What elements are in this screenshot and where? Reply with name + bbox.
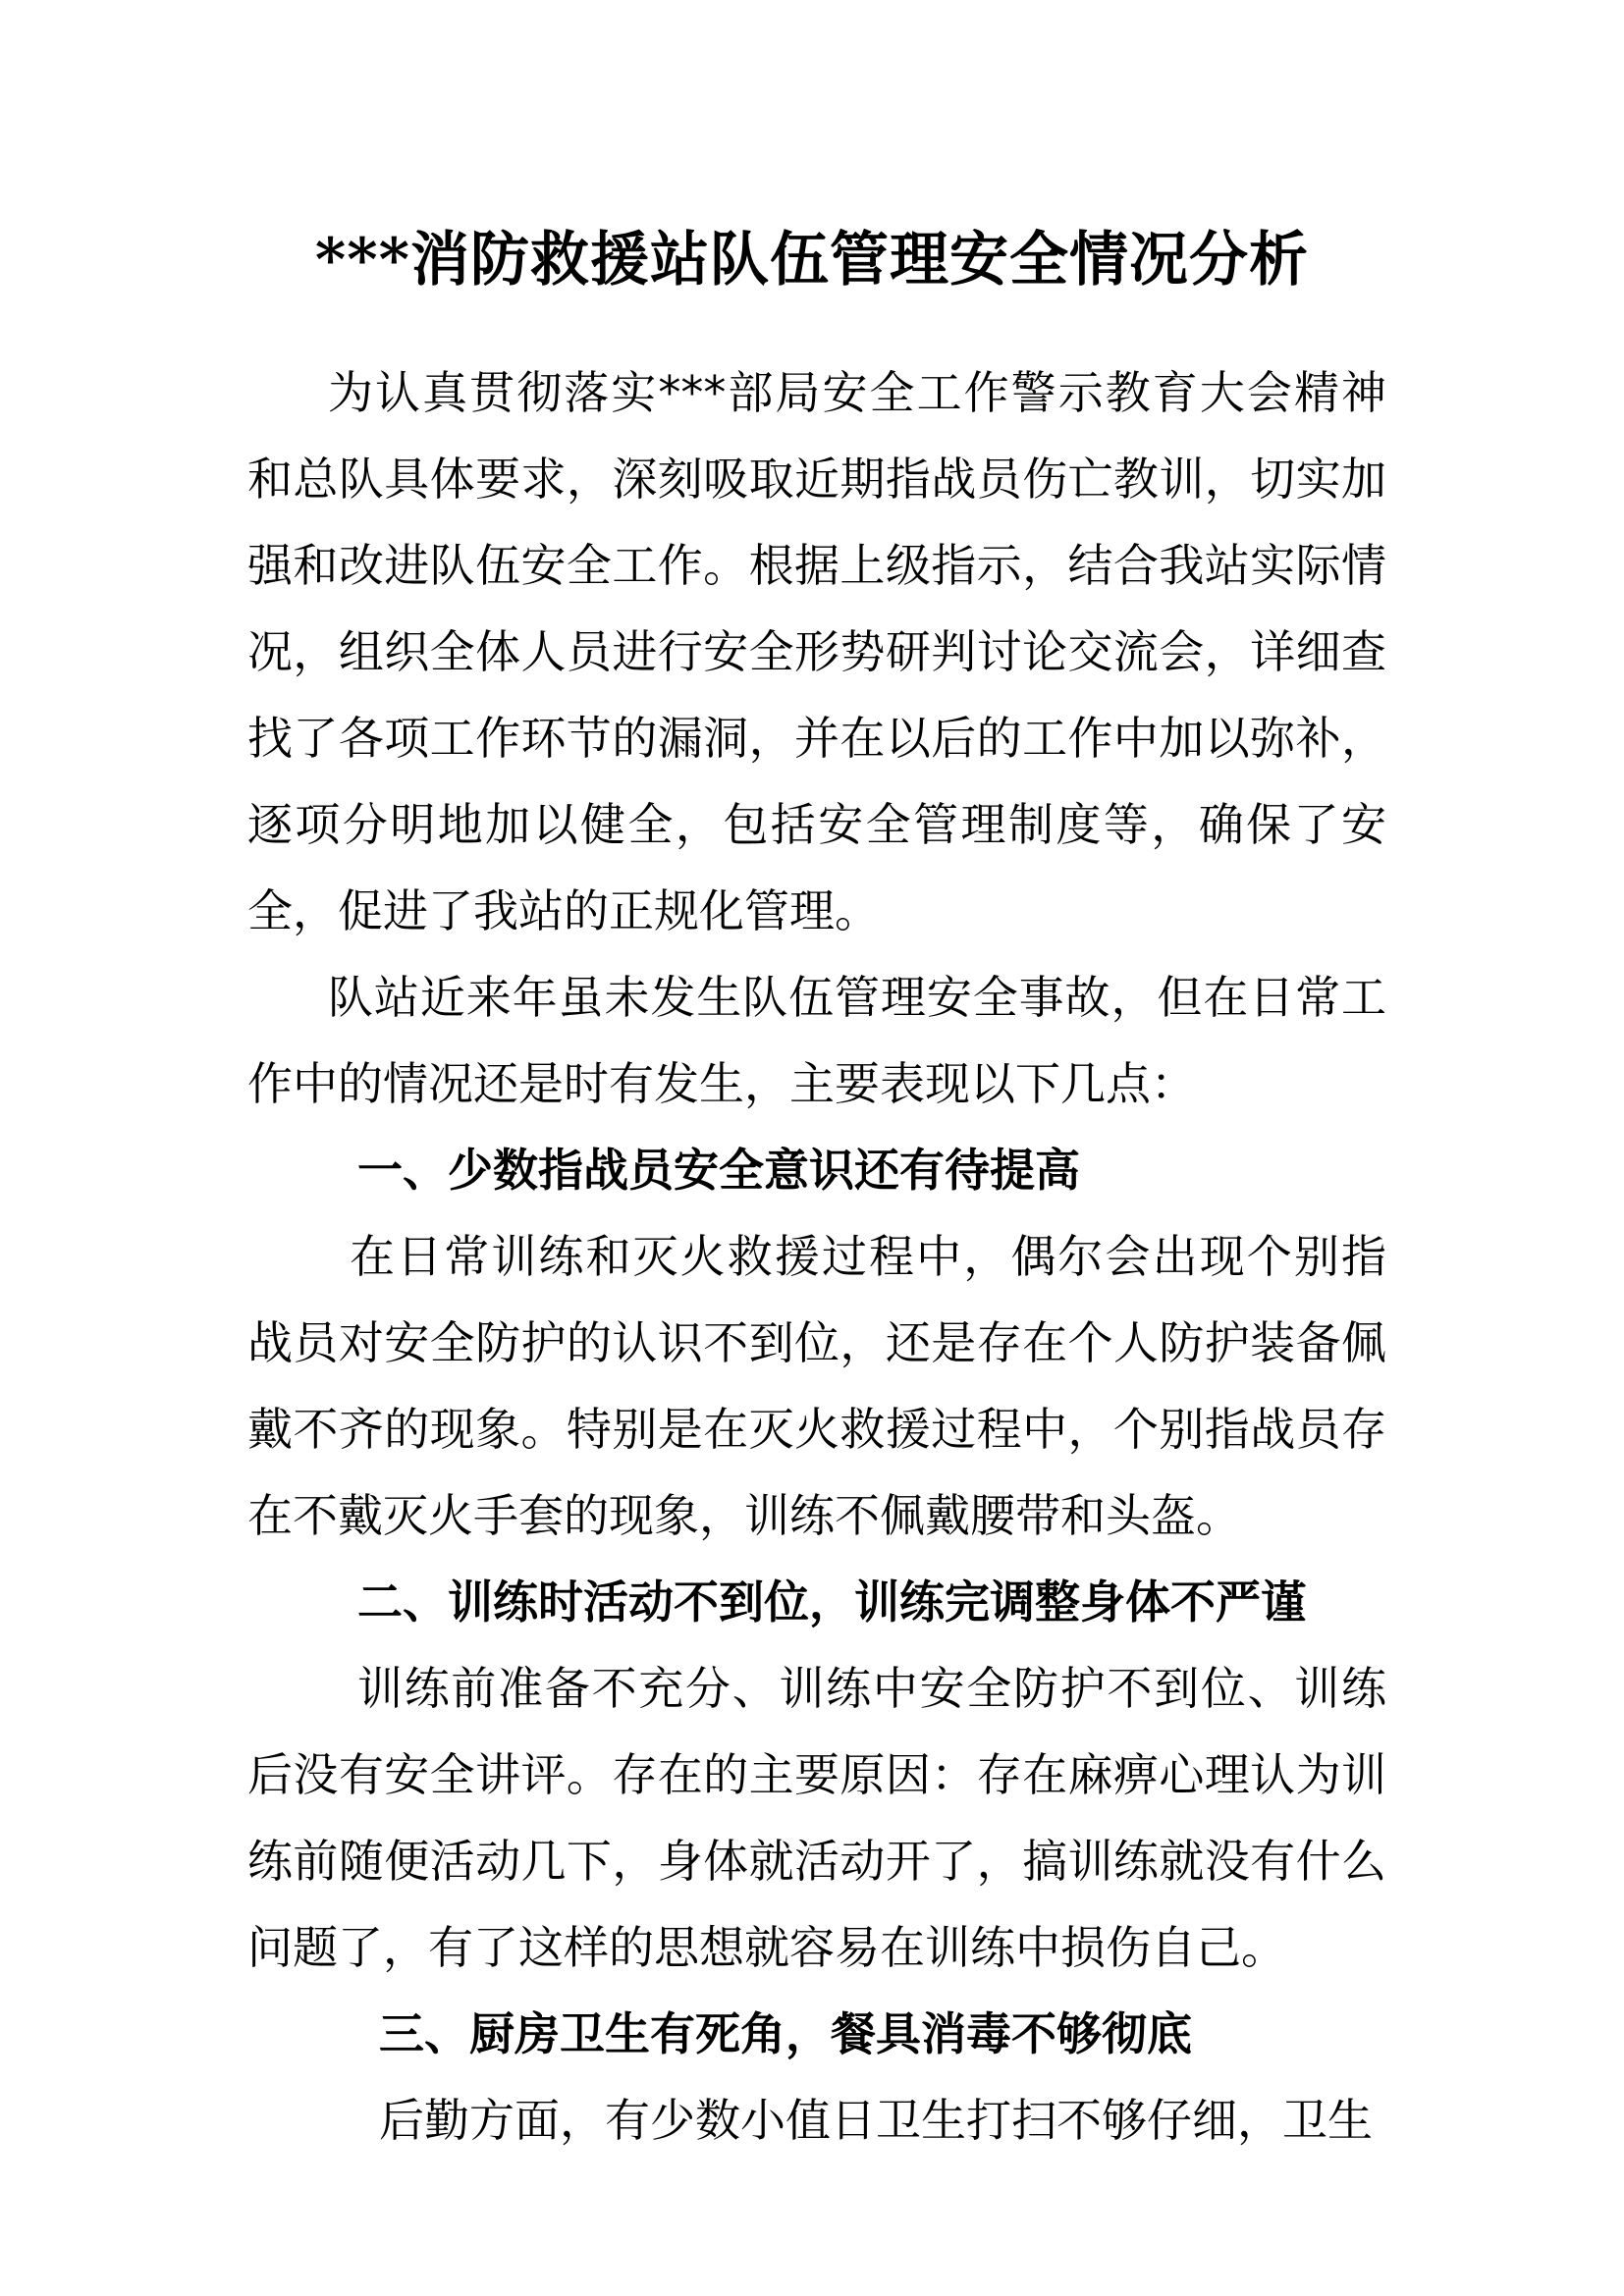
section-body-3: 后勤方面，有少数小值日卫生打扫不够仔细，卫生 — [379, 2094, 1373, 2147]
section-heading-3: 三、厨房卫生有死角，餐具消毒不够彻底 — [379, 2007, 1192, 2060]
section-heading-2: 二、训练时活动不到位，训练完调整身体不严谨 — [357, 1575, 1306, 1629]
section-body-2: 训练前准备不充分、训练中安全防护不到位、训练后没有安全讲评。存在的主要原因：存在麻痹心理认为训练前随便活动几下，身体就活动开了，搞训练就没有什么问题了，有了这样的思想就容易在训练中损伤自己。 — [247, 1662, 1386, 1974]
section-heading-1: 一、少数指战员安全意识还有待提高 — [357, 1144, 1080, 1197]
intro-paragraph: 为认真贯彻落实***部局安全工作警示教育大会精神和总队具体要求，深刻吸取近期指战员伤亡教训，切实加强和改进队伍安全工作。根据上级指示，结合我站实际情况，组织全体人员进行安全形势研判讨论交流会，详细查找了各项工作环节的漏洞，并在以后的工作中加以弥补，逐项分明地加以健全，包括安全管理制度等，确保了安全，促进了我站的正规化管理。 — [247, 366, 1386, 937]
overview-paragraph: 队站近来年虽未发生队伍管理安全事故，但在日常工作中的情况还是时有发生，主要表现以下几点： — [247, 971, 1386, 1110]
section-body-1: 在日常训练和灭火救援过程中，偶尔会出现个别指战员对安全防护的认识不到位，还是存在个人防护装备佩戴不齐的现象。特别是在灭火救援过程中，个别指战员存在不戴灭火手套的现象，训练不佩戴腰带和头盔。 — [247, 1230, 1386, 1542]
document-title: ***消防救援站队伍管理安全情况分析 — [314, 226, 1310, 294]
document-body — [247, 349, 1386, 2163]
